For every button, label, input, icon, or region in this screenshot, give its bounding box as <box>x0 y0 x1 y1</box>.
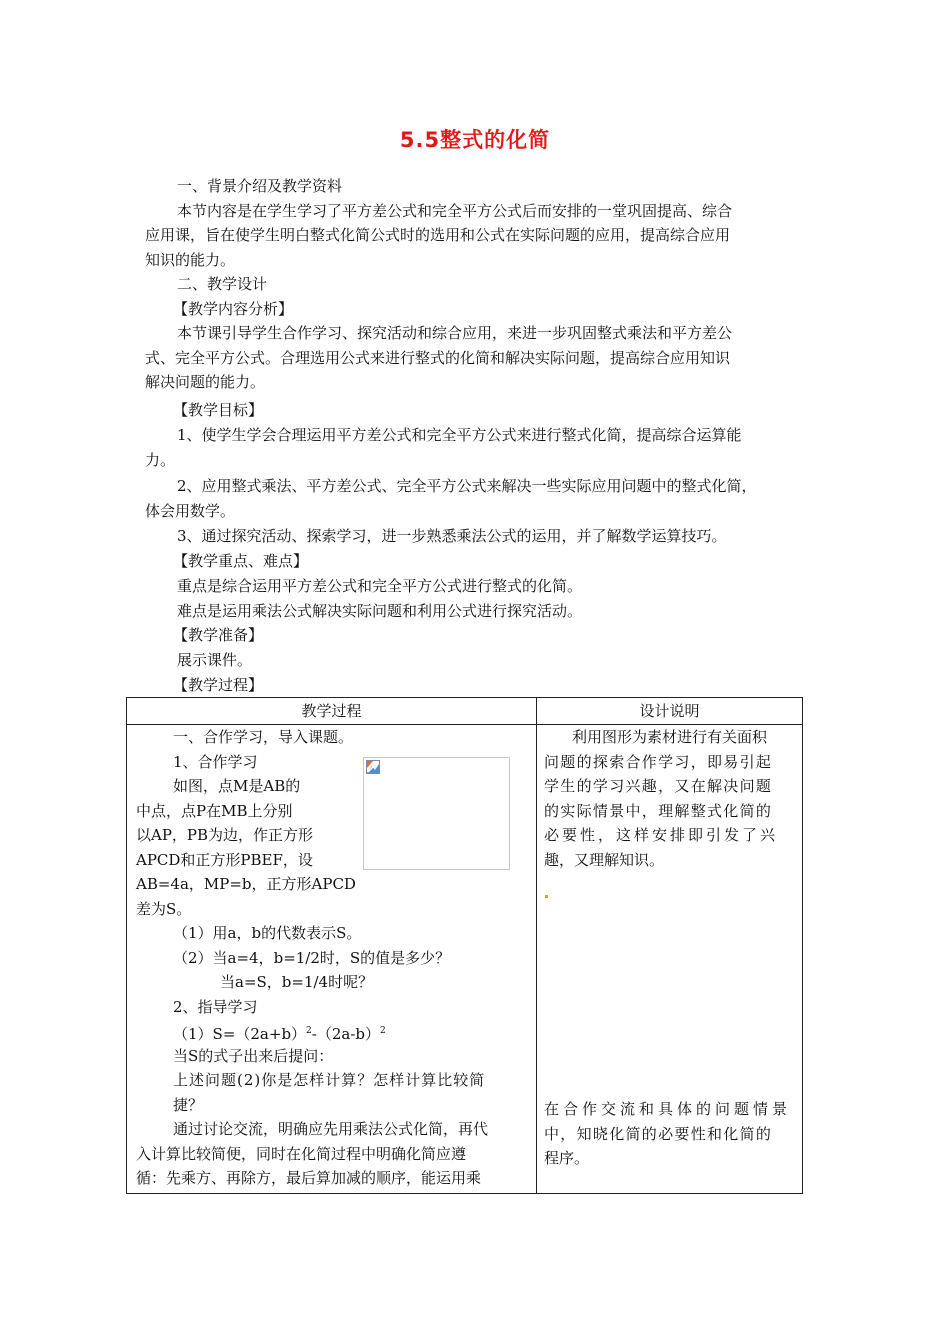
process-label: 【教学过程】 <box>173 675 264 694</box>
formula-exp-2: 2 <box>380 1026 386 1036</box>
goal-label: 【教学目标】 <box>173 401 264 419</box>
left-line-8: 差为S。 <box>136 899 192 918</box>
left-line-18: 入计算比较简便，同时在化简过程中明确化简应遵 <box>136 1144 467 1163</box>
right2-line-2: 中，知晓化简的必要性和化简的 <box>544 1124 773 1143</box>
table-right-cell-2 <box>544 1097 799 1171</box>
key-label: 【教学重点、难点】 <box>173 552 309 570</box>
right-line-2: 问题的探索合作学习，即易引起 <box>544 752 773 771</box>
section1-line-2: 应用课，旨在使学生明白整式化简公式时的选用和公式在实际问题的应用，提高综合应用 <box>145 226 731 244</box>
formula-start: （1）S=（2a+b） <box>173 1025 307 1043</box>
content-line-1: 本节课引导学生合作学习、探究活动和综合应用，来进一步巩固整式乘法和平方差公 <box>177 324 733 342</box>
section1-heading: 一、背景介绍及教学资料 <box>177 177 343 195</box>
formula-mid: -（2a-b） <box>311 1025 381 1043</box>
left-line-14: 当S的式子出来后提问： <box>173 1046 334 1065</box>
right2-line-3: 程序。 <box>544 1149 590 1167</box>
right-line-5: 必要性，这样安排即引发了兴 <box>544 826 779 844</box>
prep-text: 展示课件。 <box>177 651 253 669</box>
table-header-process: 教学过程 <box>301 702 362 720</box>
prep-label: 【教学准备】 <box>173 626 264 644</box>
key-point: 重点是综合运用平方差公式和完全平方公式进行整式的化简。 <box>177 577 583 595</box>
figure-placeholder <box>363 757 510 870</box>
section2-heading: 二、教学设计 <box>177 275 268 293</box>
page-title: 5.5整式的化简 <box>399 128 551 152</box>
left-line-19: 循：先乘方、再除方，最后算加减的顺序，能运用乘 <box>136 1169 482 1187</box>
left-line-10: （2）当a=4，b=1/2时，S的值是多少？ <box>173 948 451 967</box>
formula-exp-1: 2 <box>306 1026 312 1036</box>
goal-1-line-1: 1、使学生学会合理运用平方差公式和完全平方公式来进行整式化简，提高综合运算能 <box>177 426 742 444</box>
left-line-11: 当a=S，b=1/4时呢？ <box>220 973 374 991</box>
left-line-16: 捷？ <box>173 1095 204 1114</box>
left-line-12: 2、指导学习 <box>173 997 258 1016</box>
right-line-1: 利用图形为素材进行有关面积 <box>572 728 768 746</box>
right-line-6: 趣，又理解知识。 <box>544 850 665 869</box>
goal-3: 3、通过探究活动、探索学习，进一步熟悉乘法公式的运用，并了解数学运算技巧。 <box>177 527 727 545</box>
left-line-5: 以AP，PB为边，作正方形 <box>136 826 314 844</box>
left-line-6: APCD和正方形PBEF，设 <box>136 850 313 869</box>
left-line-9: （1）用a，b的代数表示S。 <box>173 924 362 942</box>
left-line-2: 1、合作学习 <box>173 752 258 771</box>
left-line-7: AB=4a，MP=b，正方形APCD <box>136 875 356 893</box>
right2-line-1: 在合作交流和具体的问题情景 <box>544 1100 792 1118</box>
left-line-3: 如图，点M是AB的 <box>173 777 301 795</box>
right-line-4: 的实际情景中，理解整式化简的 <box>544 801 773 820</box>
content-line-3: 解决问题的能力。 <box>145 373 266 391</box>
left-line-15: 上述问题(2)你是怎样计算？怎样计算比较简 <box>173 1071 486 1089</box>
table-right-cell <box>544 725 799 872</box>
goal-2-line-2: 体会用数学。 <box>145 501 236 520</box>
section1-line-1: 本节内容是在学生学习了平方差公式和完全平方公式后而安排的一堂巩固提高、综合 <box>177 201 733 220</box>
table-column-divider <box>536 698 537 1193</box>
right-line-3: 学生的学习兴趣，又在解决问题 <box>544 777 773 795</box>
formula-line <box>145 1019 530 1044</box>
table-header-design: 设计说明 <box>639 702 700 720</box>
difficult-point: 难点是运用乘法公式解决实际问题和利用公式进行探究活动。 <box>177 601 583 620</box>
section1-line-3: 知识的能力。 <box>145 250 236 269</box>
content-analysis-label: 【教学内容分析】 <box>173 299 294 318</box>
left-line-4: 中点，点P在MB上分别 <box>136 801 293 820</box>
goal-2-line-1: 2、应用整式乘法、平方差公式、完全平方公式来解决一些实际应用问题中的整式化简， <box>177 477 757 495</box>
process-table <box>126 697 803 1194</box>
goal-1-line-2: 力。 <box>145 450 176 469</box>
broken-image-icon <box>366 760 380 774</box>
left-line-1: 一、合作学习，导入课题。 <box>173 728 354 746</box>
left-line-17: 通过讨论交流，明确应先用乘法公式化简，再代 <box>173 1120 489 1138</box>
content-line-2: 式、完全平方公式。合理选用公式来进行整式的化简和解决实际问题，提高综合应用知识 <box>145 348 731 367</box>
marker-dot <box>545 895 548 898</box>
